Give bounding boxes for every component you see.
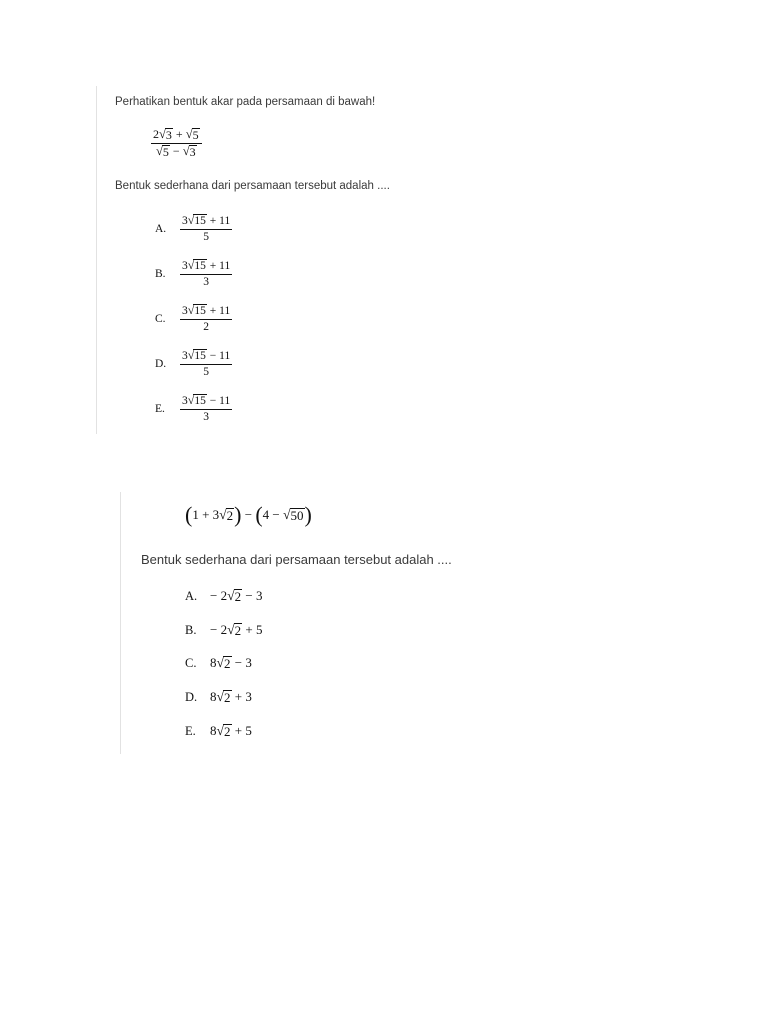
question-1-option-b[interactable] (155, 259, 232, 288)
option-label: A. (155, 222, 167, 235)
question-2-text: Bentuk sederhana dari persamaan tersebut adalah .... (141, 552, 452, 567)
question-1-option-a[interactable] (155, 214, 232, 243)
option-expression: 3 √ 15 + 11 2 (182, 303, 231, 333)
option-label: A. (185, 588, 198, 603)
option-label: B. (185, 622, 197, 637)
option-label: D. (185, 689, 198, 704)
option-label: C. (155, 312, 166, 325)
question-1-option-e[interactable] (155, 394, 232, 423)
question-1-option-d[interactable] (155, 349, 232, 378)
question-2-option-e[interactable] (185, 723, 252, 739)
option-label: C. (185, 655, 197, 670)
option-expression: 3 √ 15 + 11 3 (182, 258, 231, 288)
option-expression: 3 √ 15 − 11 3 (182, 393, 231, 423)
question-1-card (96, 86, 477, 434)
question-2-card (120, 492, 521, 754)
question-2-option-c[interactable] (185, 655, 252, 671)
option-expression: 8 √ 2 − 3 (210, 655, 252, 671)
option-expression: − 2 √ 2 − 3 (210, 588, 263, 604)
option-expression: 8 √ 2 + 3 (210, 689, 252, 705)
question-2-expression: ( 1 + 3 √ 2 ) − ( 4 − √ 50 ) (185, 502, 312, 527)
question-1-expression: 2 √ 3 + √ 5 √ 5 − √ 3 (151, 128, 202, 158)
option-expression: − 2 √ 2 + 5 (210, 622, 263, 638)
option-expression: 3 √ 15 + 11 5 (182, 213, 231, 243)
question-2-option-a[interactable] (185, 588, 262, 604)
question-2-option-b[interactable] (185, 622, 262, 638)
option-label: B. (155, 267, 166, 280)
option-label: E. (185, 723, 196, 738)
question-2-option-d[interactable] (185, 689, 252, 705)
question-1-option-c[interactable] (155, 304, 232, 333)
option-label: D. (155, 357, 167, 370)
option-label: E. (155, 402, 165, 415)
option-expression: 8 √ 2 + 5 (210, 723, 252, 739)
question-1-prompt: Perhatikan bentuk akar pada persamaan di bawah! (115, 96, 376, 108)
option-expression: 3 √ 15 − 11 5 (182, 348, 231, 378)
question-1-text: Bentuk sederhana dari persamaan tersebut adalah .... (115, 180, 390, 192)
